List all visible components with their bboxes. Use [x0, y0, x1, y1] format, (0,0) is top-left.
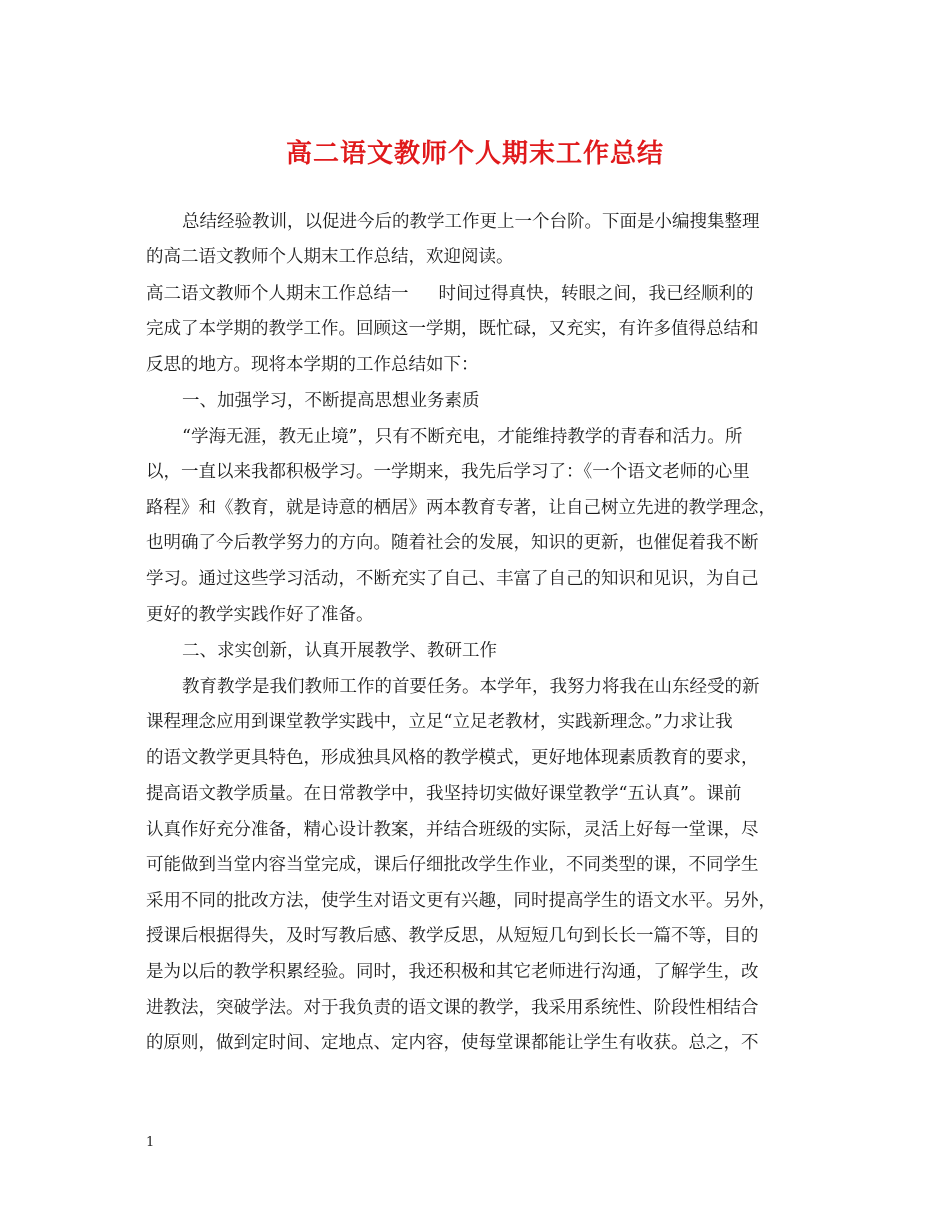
paragraph-text-inline: 时间过得真快，转眼之间，我已经顺利的 — [438, 284, 754, 304]
paragraph-line: 认真作好充分准备，精心设计教案，并结合班级的实际，灵活上好每一堂课，尽 — [146, 820, 759, 840]
paragraph-line: 授课后根据得失，及时写教后感、教学反思，从短短几句到长长一篇不等，目的 — [146, 926, 759, 946]
section-heading: 二、求实创新，认真开展教学、教研工作 — [182, 641, 497, 661]
paragraph-line: 学习。通过这些学习活动，不断充实了自己、丰富了自己的知识和见识，为自己 — [146, 569, 759, 589]
paragraph-line: 进教法，突破学法。对于我负责的语文课的教学，我采用系统性、阶段性相结合 — [146, 998, 759, 1018]
paragraph-line: 反思的地方。现将本学期的工作总结如下： — [146, 355, 479, 375]
paragraph-line: 教育教学是我们教师工作的首要任务。本学年，我努力将我在山东经受的新 — [182, 677, 760, 697]
paragraph-line: 以，一直以来我都积极学习。一学期来，我先后学习了：《一个语文老师的心里 — [146, 462, 750, 482]
paragraph-line: 的高二语文教师个人期末工作总结，欢迎阅读。 — [146, 247, 514, 267]
paragraph-line: 课程理念应用到课堂教学实践中，立足“立足老教材，实践新理念。”力求让我 — [146, 712, 733, 732]
paragraph-line: 的语文教学更具特色，形成独具风格的教学模式，更好地体现素质教育的要求， — [146, 748, 759, 768]
paragraph-line: 提高语文教学质量。在日常教学中，我坚持切实做好课堂教学“五认真”。课前 — [146, 784, 742, 804]
paragraph-line: 完成了本学期的教学工作。回顾这一学期，既忙碌，又充实，有许多值得总结和 — [146, 319, 759, 339]
paragraph-line: 总结经验教训，以促进今后的教学工作更上一个台阶。下面是小编搜集整理 — [182, 212, 760, 232]
paragraph-line: 可能做到当堂内容当堂完成，课后仔细批改学生作业，不同类型的课，不同学生 — [146, 855, 759, 875]
paragraph-line — [146, 282, 806, 306]
section-heading: 一、加强学习，不断提高思想业务素质 — [182, 391, 480, 411]
document-title: 高二语文教师个人期末工作总结 — [285, 139, 664, 169]
section-heading-inline: 高二语文教师个人期末工作总结一 — [146, 284, 409, 304]
paragraph-line: 更好的教学实践作好了准备。 — [146, 605, 374, 625]
paragraph-line: 是为以后的教学积累经验。同时，我还积极和其它老师进行沟通，了解学生，改 — [146, 962, 759, 982]
paragraph-line: 也明确了今后教学努力的方向。随着社会的发展，知识的更新，也催促着我不断 — [146, 533, 759, 553]
paragraph-line: 采用不同的批改方法，使学生对语文更有兴趣，同时提高学生的语文水平。另外， — [146, 891, 776, 911]
paragraph-line: “学海无涯，教无止境”，只有不断充电，才能维持教学的青春和活力。所 — [182, 427, 743, 447]
paragraph-line: 的原则，做到定时间、定地点、定内容，使每堂课都能让学生有收获。总之，不 — [146, 1033, 759, 1053]
page-number: 1 — [146, 1135, 155, 1150]
paragraph-line: 路程》和《教育，就是诗意的栖居》两本教育专著，让自己树立先进的教学理念， — [146, 498, 776, 518]
